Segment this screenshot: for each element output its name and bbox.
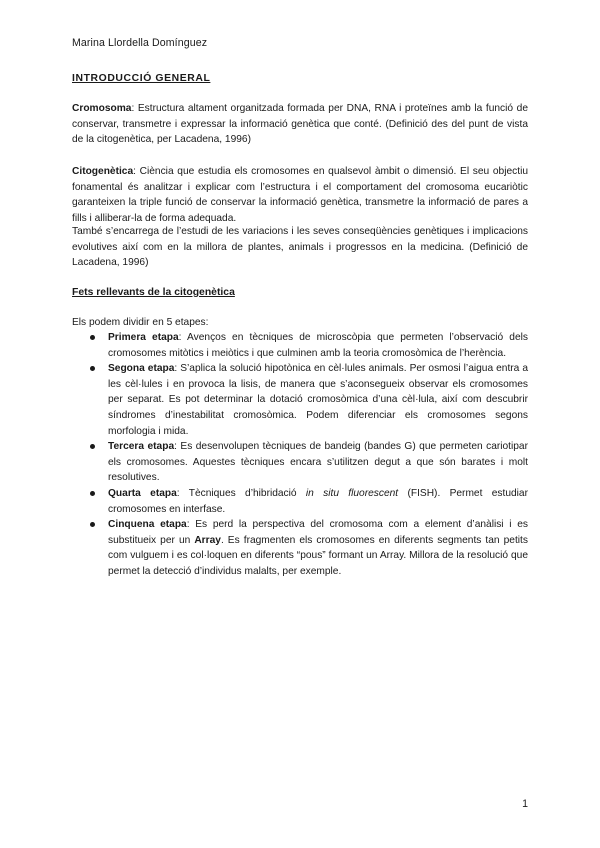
stage-text-after: (FISH). Permet estudiar cromosomes en interfase. xyxy=(108,487,528,515)
stage-text: : Avenços en tècniques de microscòpia que permeten l’observació dels cromosomes mitòtics i meiòtics i que culminen amb la teoria cromosòmica de l’herència. xyxy=(108,332,528,359)
stage-item-cinquena xyxy=(90,517,528,579)
stages-intro: Els podem dividir en 5 etapes: xyxy=(72,317,209,328)
stage-term: Primera etapa xyxy=(108,332,179,343)
citogenetica-additional-paragraph: També s’encarrega de l’estudi de les variacions i les seves conseqüències genètiques i implicacions evolutives així com en la millora de plantes, animals i progressos en la medicina. (Definició de Lacadena, 1996) xyxy=(72,226,528,269)
stage-item-primera xyxy=(90,330,528,361)
citogenetica-term: Citogenètica xyxy=(72,166,134,177)
section-title-fets-rellevants: Fets rellevants de la citogenètica xyxy=(72,287,235,298)
bullet-icon xyxy=(90,366,95,371)
main-title: INTRODUCCIÓ GENERAL xyxy=(72,73,211,84)
stage-text-after: . Es fragmenten els cromosomes en diferents segments tan petits com vulguem i es col·loquen en diferents “pous” formant un Array. Millora de la resolució que permet la detecció d’individus malalts, per exemple. xyxy=(108,534,528,577)
stage-item-quarta xyxy=(90,486,528,517)
page-number: 1 xyxy=(522,798,528,810)
bullet-icon xyxy=(90,491,95,496)
stage-term: Cinquena etapa xyxy=(108,519,187,531)
stage-text-before: : Tècniques d’hibridació xyxy=(176,487,306,499)
cromosoma-text: : Estructura altament organitzada formada per DNA, RNA i proteïnes amb la funció de conservar, transmetre i expressar la informació genètica que conté. (Definició des del punt de vista de la citogenètica, per Lacadena, 1996) xyxy=(72,103,528,146)
stage-item-tercera xyxy=(90,439,528,486)
stage-text-before: : Es perd la perspectiva del cromosoma com a element d’anàlisi i es substitueix per un xyxy=(108,519,528,546)
document-page xyxy=(72,0,528,848)
author-name: Marina Llordella Domínguez xyxy=(72,37,208,49)
stage-item-segona xyxy=(90,361,528,439)
bullet-icon xyxy=(90,335,95,340)
stage-text-bold: Array xyxy=(194,534,221,546)
bullet-icon xyxy=(90,522,95,527)
citogenetica-text: : Ciència que estudia els cromosomes en qualsevol àmbit o dimensió. El seu objectiu fonamental és analitzar i explicar com l’estructura i el comportament del cromosoma eucariòtic garanteixen la triple funció de conservar la informació genètica, transmetre la informació de pares a fills i alliberar-la de forma adequada. xyxy=(72,166,528,224)
stages-list xyxy=(90,330,528,580)
stage-text: : Es desenvolupen tècniques de bandeig (bandes G) que permeten cariotipar els cromosomes. Aquestes tècniques encara s’utilitzen degut a que són barates i molt resolutives. xyxy=(108,441,528,484)
bullet-icon xyxy=(90,444,95,449)
stage-text: : S’aplica la solució hipotònica en cèl·lules animals. Per osmosi l’aigua entra a les cèl·lules i en provoca la lisis, de manera que s’aconsegueix observar els cromosomes per separat. Es pot determinar la dotació cromosòmica d’una cèl·lula, així com descubrir síndromes d’inestabilitat cromosòmica. Podem diferenciar els cromosomes segons morfologia i mida. xyxy=(108,363,528,437)
cromosoma-term: Cromosoma xyxy=(72,103,132,114)
cromosoma-definition xyxy=(72,101,528,148)
citogenetica-definition xyxy=(72,164,528,226)
stage-term: Quarta etapa xyxy=(108,487,177,499)
stage-text-italic: in situ fluorescent xyxy=(305,487,399,499)
stage-term: Tercera etapa xyxy=(108,441,175,453)
stage-term: Segona etapa xyxy=(108,363,175,375)
